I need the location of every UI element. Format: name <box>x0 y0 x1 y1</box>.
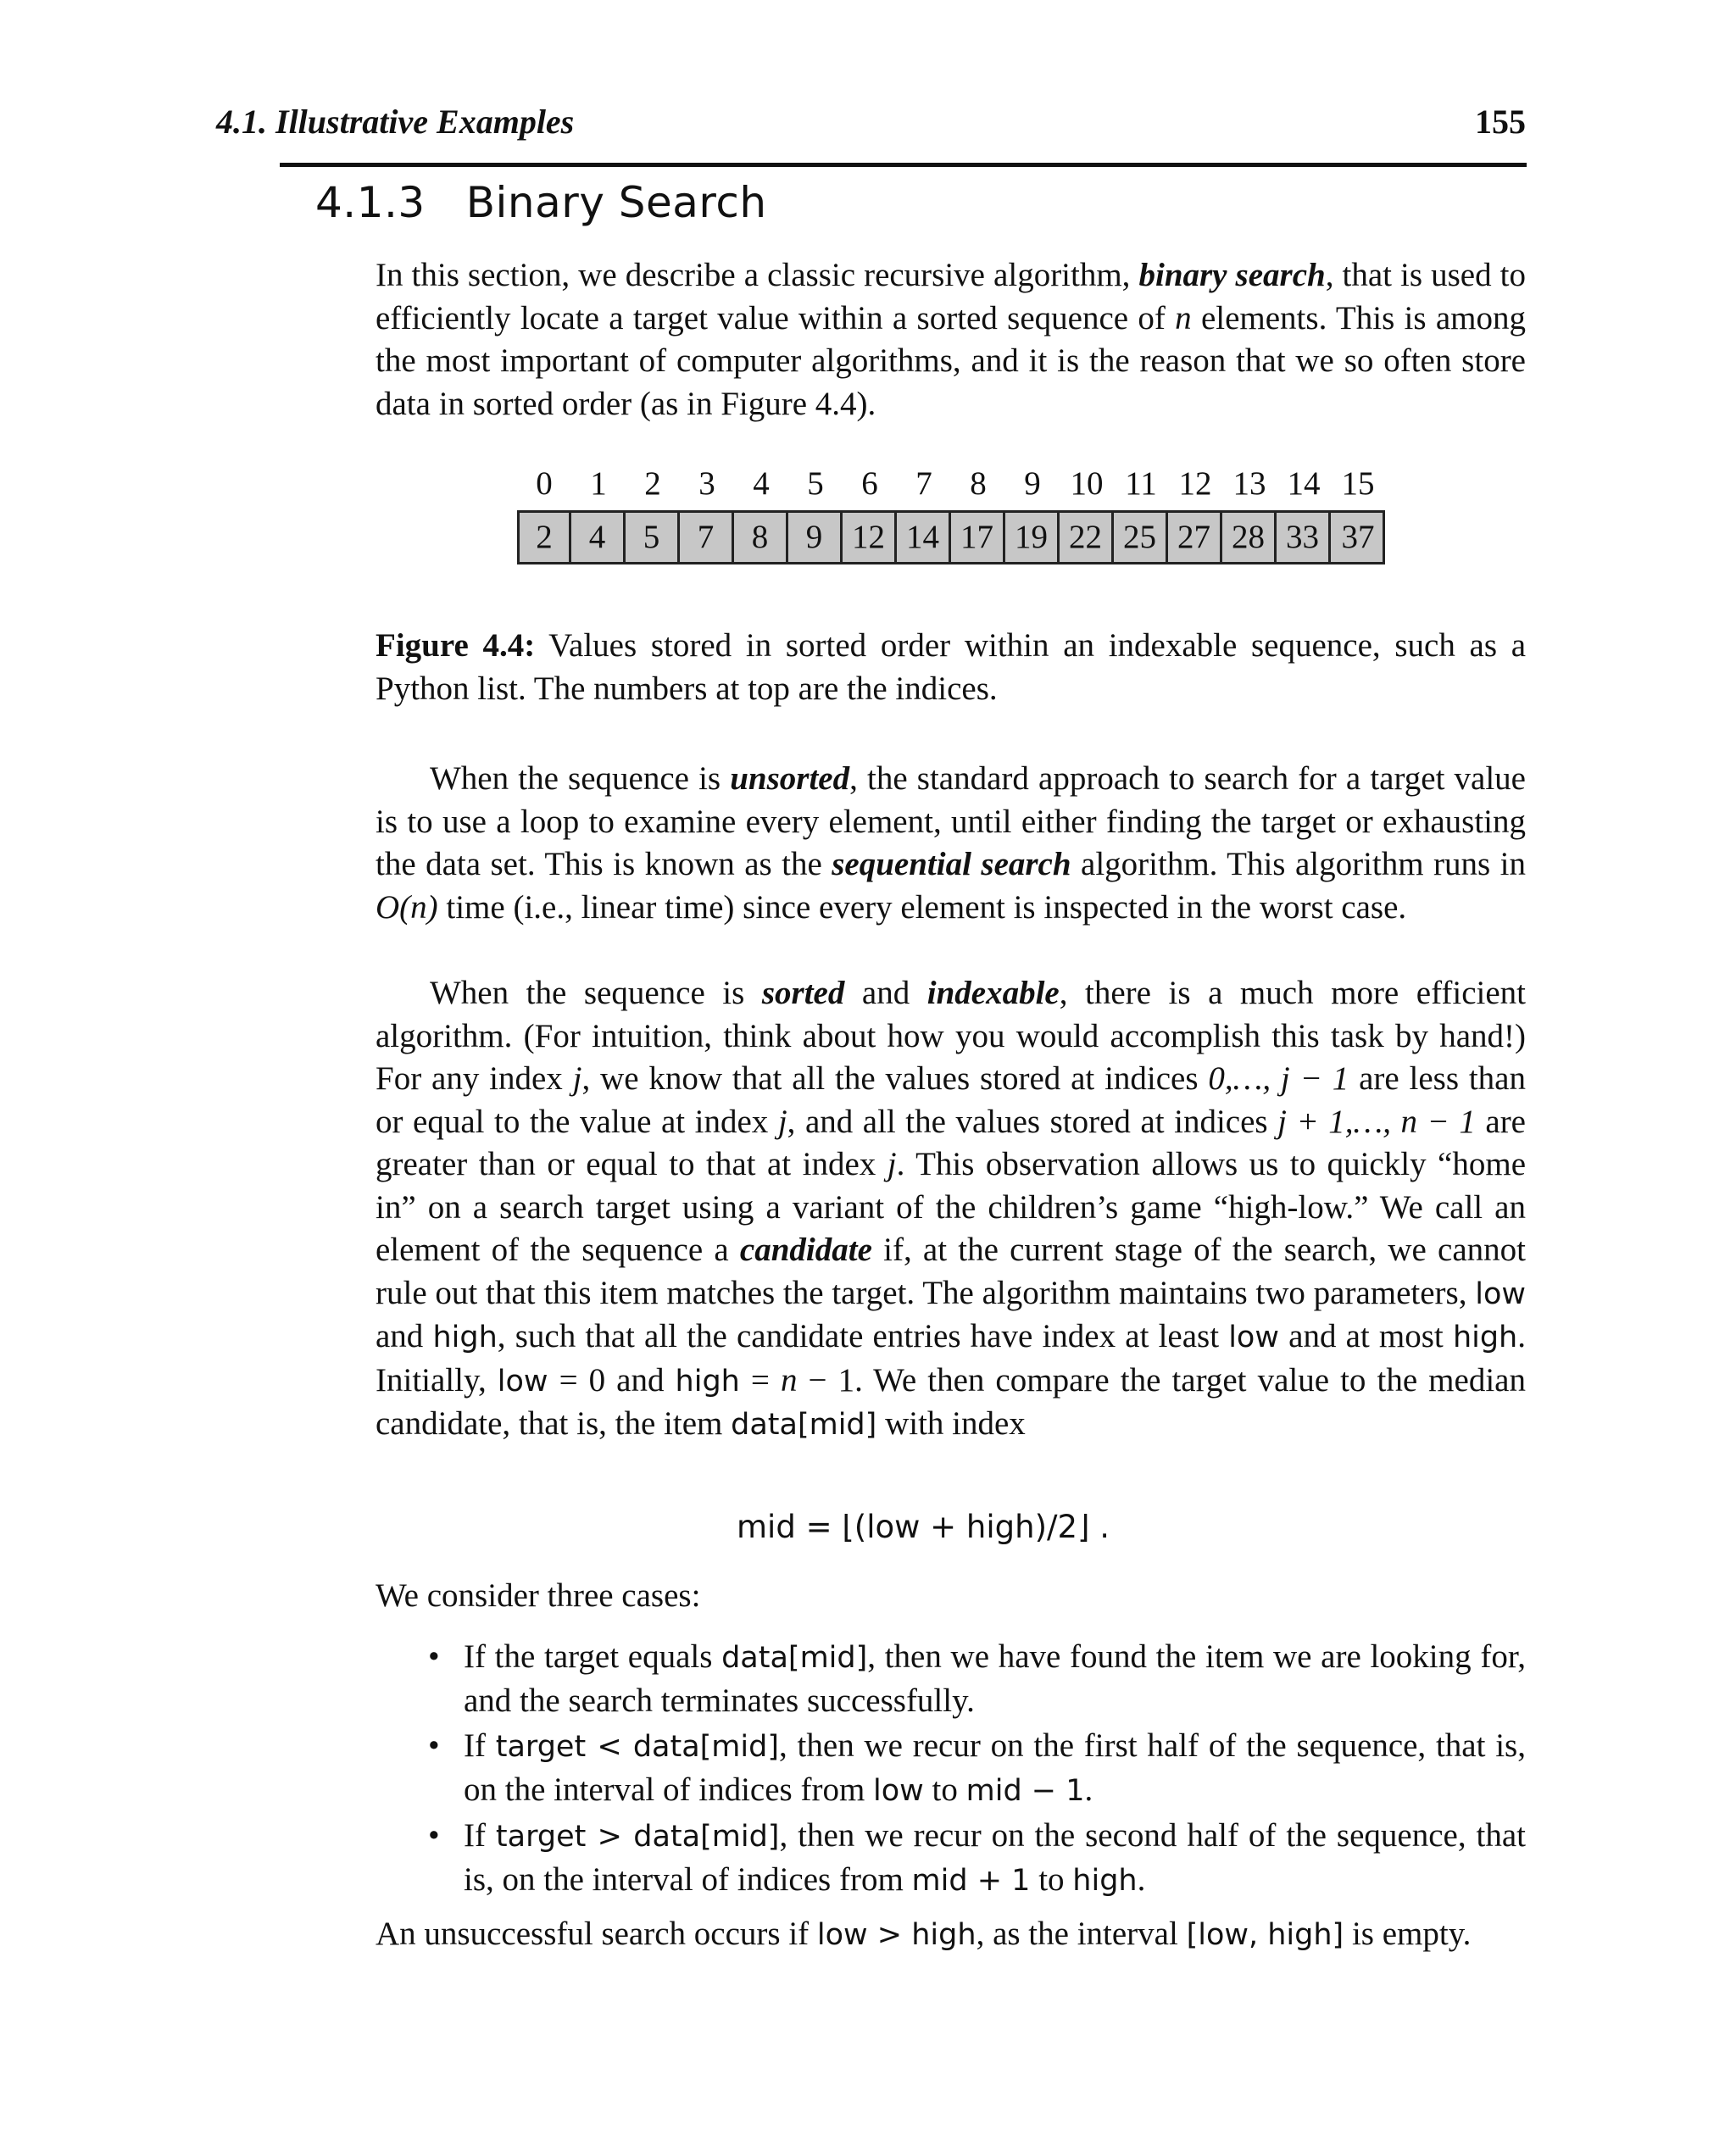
running-title: 4.1. Illustrative Examples <box>216 103 575 141</box>
term-sorted: sorted <box>761 975 845 1011</box>
text: If <box>464 1727 496 1764</box>
text: to <box>1030 1860 1073 1898</box>
code-high: high <box>675 1364 740 1399</box>
array-cell: 7 <box>680 513 734 562</box>
text: and at most <box>1278 1318 1453 1354</box>
text: , as the interval <box>976 1916 1187 1952</box>
bullet-icon: • <box>428 1638 440 1675</box>
array-index-label: 2 <box>644 465 661 502</box>
array-index-label: 11 <box>1125 465 1157 502</box>
section-title: Binary Search <box>465 178 767 227</box>
array-cell: 25 <box>1114 513 1168 562</box>
array-index-label: 10 <box>1070 465 1104 502</box>
intro-paragraph <box>376 254 1526 425</box>
code-mid-minus-one: mid − 1 <box>965 1773 1085 1808</box>
text: and <box>844 975 927 1011</box>
array-index-label: 14 <box>1287 465 1321 502</box>
code-high: high <box>1452 1321 1518 1354</box>
code-high: high <box>1072 1863 1138 1898</box>
array-index-label: 15 <box>1341 465 1375 502</box>
code-low: low <box>1228 1321 1279 1354</box>
figure-caption <box>376 625 1526 710</box>
text: When the sequence is <box>430 975 762 1011</box>
array-index-label: 6 <box>861 465 878 502</box>
text: time (i.e., linear time) since every element is inspected in the worst case. <box>437 888 1407 926</box>
code-interval: [low, high] <box>1186 1918 1344 1952</box>
text: algorithm. This algorithm runs in <box>1071 846 1526 882</box>
array-index-label: 13 <box>1232 465 1266 502</box>
list-item <box>428 1725 1526 1812</box>
text: , there is a much more efficient algorithm. (For intuition, think about how you would accomplish this task by hand!) For any index <box>376 975 1526 1097</box>
header-rule <box>280 163 1527 167</box>
text: to <box>923 1771 966 1808</box>
paragraph-unsorted <box>376 758 1526 929</box>
bullet-icon: • <box>428 1727 440 1764</box>
text: , then we recur on the first half of the sequence, that is, on the interval of indices from <box>464 1727 1526 1808</box>
array-index-label: 12 <box>1178 465 1212 502</box>
code-low-gt-high: low > high <box>816 1918 976 1952</box>
array-cell: 8 <box>734 513 788 562</box>
code-high: high <box>432 1321 498 1354</box>
code-low: low <box>497 1364 548 1399</box>
array-cell: 37 <box>1341 519 1375 555</box>
text: If <box>464 1817 496 1854</box>
term-sequential-search: sequential search <box>832 846 1071 882</box>
array-cell: 33 <box>1277 513 1331 562</box>
text: if, at the current stage of the search, we cannot rule out that this item matches the target. The algorithm maintains two parameters, <box>376 1232 1526 1311</box>
term-unsorted: unsorted <box>730 760 850 797</box>
array-cell: 12 <box>843 513 897 562</box>
array-cell: 28 <box>1222 513 1277 562</box>
array-index-label: 9 <box>1024 465 1041 502</box>
caption-text: Values stored in sorted order within an indexable sequence, such as a Python list. The numbers at top are the indices. <box>376 627 1526 707</box>
text: . <box>1137 1860 1146 1898</box>
bullet-icon: • <box>428 1817 440 1854</box>
array-cell: 22 <box>1060 513 1114 562</box>
array-cell: 4 <box>571 513 626 562</box>
term-candidate: candidate <box>739 1232 872 1268</box>
list-item <box>428 1636 1526 1722</box>
text: , and all the values stored at indices <box>787 1103 1278 1140</box>
code-data-mid: data[mid] <box>721 1641 868 1675</box>
text: , then we have found the item we are looking for, and the search terminates successfully. <box>464 1638 1526 1719</box>
text: and <box>376 1318 433 1354</box>
text: with index <box>876 1405 1026 1442</box>
math-j: j <box>887 1146 897 1182</box>
final-paragraph <box>376 1913 1526 1957</box>
index-row <box>517 464 1385 509</box>
code-low: low <box>873 1773 924 1808</box>
text: An unsuccessful search occurs if <box>376 1916 817 1952</box>
math-j: j <box>777 1103 787 1140</box>
text: are greater than or equal to that at index <box>376 1103 1526 1182</box>
array-cell: 5 <box>626 513 680 562</box>
array-index-label: 8 <box>970 465 987 502</box>
array-cell: 2 <box>520 513 571 562</box>
text: . This observation allows us to quickly “home in” on a search target using a variant of the children’s game “high-low.” We call an element of the sequence a <box>376 1146 1527 1268</box>
array-index-label: 1 <box>590 465 607 502</box>
array-index-label: 5 <box>807 465 824 502</box>
text: . Initially, <box>376 1318 1526 1399</box>
text: − 1. We then compare the target value to the median candidate, that is, the item <box>376 1361 1526 1442</box>
array-cell: 9 <box>788 513 843 562</box>
array-index-label: 3 <box>698 465 715 502</box>
term-binary-search: binary search <box>1138 257 1326 293</box>
cases-intro: We consider three cases: <box>376 1577 701 1614</box>
running-head <box>216 95 1526 146</box>
text: = 0 and <box>548 1361 676 1399</box>
page-number: 155 <box>1475 103 1526 141</box>
display-equation: mid = ⌊(low + high)/2⌋ . <box>737 1509 1110 1545</box>
intro-text: , that is used to efficiently locate a target value within a sorted sequence of <box>376 257 1526 336</box>
text: = <box>739 1361 781 1399</box>
text: , then we recur on the second half of the sequence, that is, on the interval of indices from <box>464 1817 1526 1898</box>
code-mid-plus-one: mid + 1 <box>911 1863 1031 1898</box>
text: , we know that all the values stored at indices <box>581 1060 1209 1097</box>
array-index-label: 4 <box>753 465 770 502</box>
text: , the standard approach to search for a target value is to use a loop to examine every element, until either finding the target or exhausting the data set. This is known as the <box>376 760 1526 882</box>
array-cell: 14 <box>897 513 951 562</box>
figure-4-4-array <box>517 464 1385 555</box>
text: , such that all the candidate entries have index at least <box>497 1318 1229 1354</box>
paragraph-sorted <box>376 972 1526 1447</box>
math-n: n <box>1175 299 1192 336</box>
array-cell: 27 <box>1168 513 1222 562</box>
array-cell: 17 <box>951 513 1005 562</box>
intro-text: elements. This is among the most important of computer algorithms, and it is the reason that we so often store data in sorted order (as in Figure 4.4). <box>376 299 1526 422</box>
math-range: 0,…, j − 1 <box>1208 1060 1349 1097</box>
section-number: 4.1.3 <box>315 178 426 227</box>
text: is empty. <box>1344 1916 1472 1952</box>
code-data-mid: data[mid] <box>731 1408 877 1442</box>
term-indexable: indexable <box>926 975 1060 1011</box>
array-cell: 19 <box>1005 513 1060 562</box>
list-item <box>428 1815 1526 1902</box>
math-j: j <box>572 1060 582 1097</box>
text: . <box>1084 1771 1093 1808</box>
array-index-label: 7 <box>915 465 932 502</box>
intro-text: In this section, we describe a classic recursive algorithm, <box>376 257 1139 293</box>
code-low: low <box>1475 1276 1526 1311</box>
code-comparison: target > data[mid] <box>495 1820 780 1854</box>
text: If the target equals <box>464 1638 722 1675</box>
math-big-o: O(n) <box>376 888 438 926</box>
value-row <box>517 510 1385 564</box>
text: When the sequence is <box>430 760 731 797</box>
code-comparison: target < data[mid] <box>495 1730 780 1764</box>
caption-label: Figure 4.4: <box>376 627 536 664</box>
array-index-label: 0 <box>536 465 553 502</box>
case-list <box>428 1636 1526 1905</box>
section-heading <box>315 178 767 227</box>
text: are less than or equal to the value at index <box>376 1060 1526 1140</box>
math-n: n <box>780 1361 798 1399</box>
math-range: j + 1,…, n − 1 <box>1277 1103 1476 1140</box>
